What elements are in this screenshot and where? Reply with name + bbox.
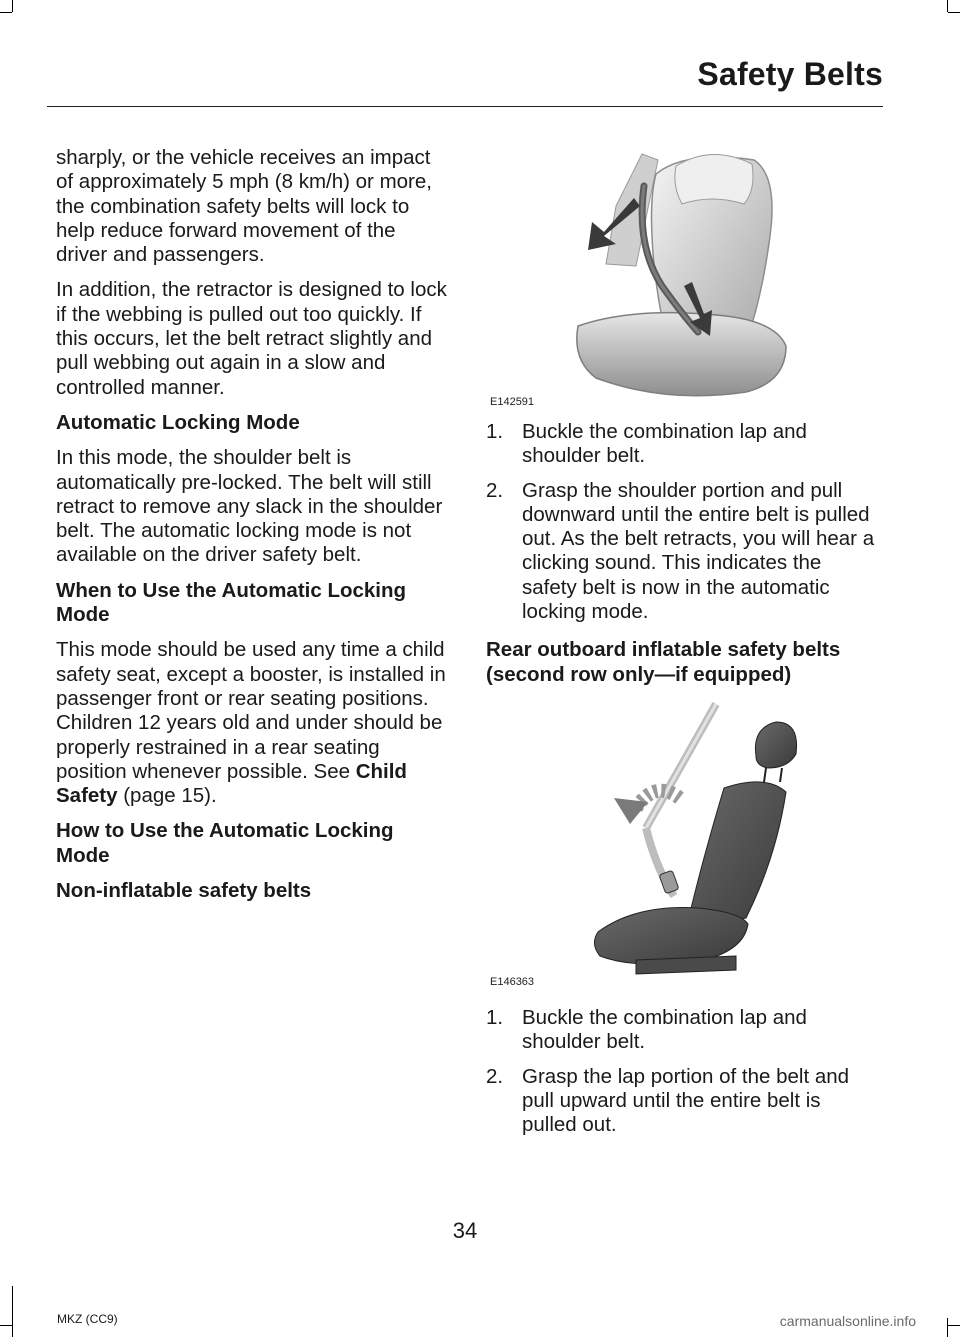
page-title: Safety Belts xyxy=(697,56,883,92)
list-item xyxy=(486,420,880,469)
figure-code: E146363 xyxy=(490,975,535,988)
crop-mark xyxy=(0,12,12,13)
paragraph: In this mode, the shoulder belt is automatically pre-locked. The belt will still retract to remove any slack in the shoulder belt. The automatic locking mode is not available on the driver safety belt. xyxy=(56,446,443,567)
list-item xyxy=(486,1065,880,1138)
steps-list xyxy=(486,420,880,624)
right-column xyxy=(486,146,880,1151)
section-heading: Non-inflatable safety belts xyxy=(56,879,312,903)
watermark: carmanualsonline.info xyxy=(779,1313,916,1329)
step-text: Buckle the combination lap and shoulder belt. xyxy=(522,420,807,468)
paragraph: In addition, the retractor is designed to lock if the webbing is pulled out too quickly. If this occurs, let the belt retract slightly and pull webbing out again in a slow and controlled manner. xyxy=(56,278,447,399)
list-item xyxy=(486,479,880,625)
step-text: Grasp the lap portion of the belt and pull upward until the entire belt is pulled out. xyxy=(522,1064,850,1137)
step-number: 1. xyxy=(486,1005,504,1029)
step-text: Buckle the combination lap and shoulder belt. xyxy=(522,1005,807,1054)
model-code: MKZ (CC9) xyxy=(57,1312,118,1326)
left-column xyxy=(56,146,448,914)
section-heading: Rear outboard inflatable safety belts (second row only—if equipped) xyxy=(486,638,841,686)
crop-mark xyxy=(12,1286,13,1337)
steps-list xyxy=(486,1006,880,1137)
paragraph xyxy=(56,638,448,808)
crop-mark xyxy=(947,1318,948,1337)
paragraph-text: This mode should be used any time a child safety seat, except a booster, is installed in passenger front or rear seating positions. Children 12 years old and under should be properly restrained in a rear seating position whenever possible. See xyxy=(56,638,446,783)
section-heading: Automatic Locking Mode xyxy=(56,410,300,434)
step-text: Grasp the shoulder portion and pull downward until the entire belt is pulled out. As the belt retracts, you will hear a clicking sound. This indicates the safety belt is now in the automatic locking mode. xyxy=(522,478,875,624)
rear-seat-illustration xyxy=(486,698,880,988)
list-item xyxy=(486,1006,880,1055)
page-reference: (page 15). xyxy=(117,784,217,808)
front-seat-illustration xyxy=(486,146,880,408)
section-heading: How to Use the Automatic Locking Mode xyxy=(56,819,394,867)
step-number: 2. xyxy=(486,478,504,502)
page-number: 34 xyxy=(452,1218,478,1243)
section-heading: When to Use the Automatic Locking Mode xyxy=(56,578,407,627)
step-number: 1. xyxy=(486,420,504,443)
crop-mark xyxy=(12,0,13,12)
crop-mark xyxy=(0,1325,12,1326)
figure-rear-seat-belt xyxy=(486,698,880,988)
figure-code: E142591 xyxy=(490,396,535,408)
paragraph: sharply, or the vehicle receives an impact of approximately 5 mph (8 km/h) or more, the combination safety belts will lock to help reduce forward movement of the driver and passengers. xyxy=(56,146,432,267)
crop-mark xyxy=(947,0,948,12)
crop-mark xyxy=(948,1325,960,1326)
figure-front-seat-belt xyxy=(486,146,880,408)
crop-mark xyxy=(948,12,960,13)
cross-reference-link[interactable]: Child Safety xyxy=(56,759,407,808)
step-number: 2. xyxy=(486,1064,504,1088)
header-divider xyxy=(47,106,883,107)
